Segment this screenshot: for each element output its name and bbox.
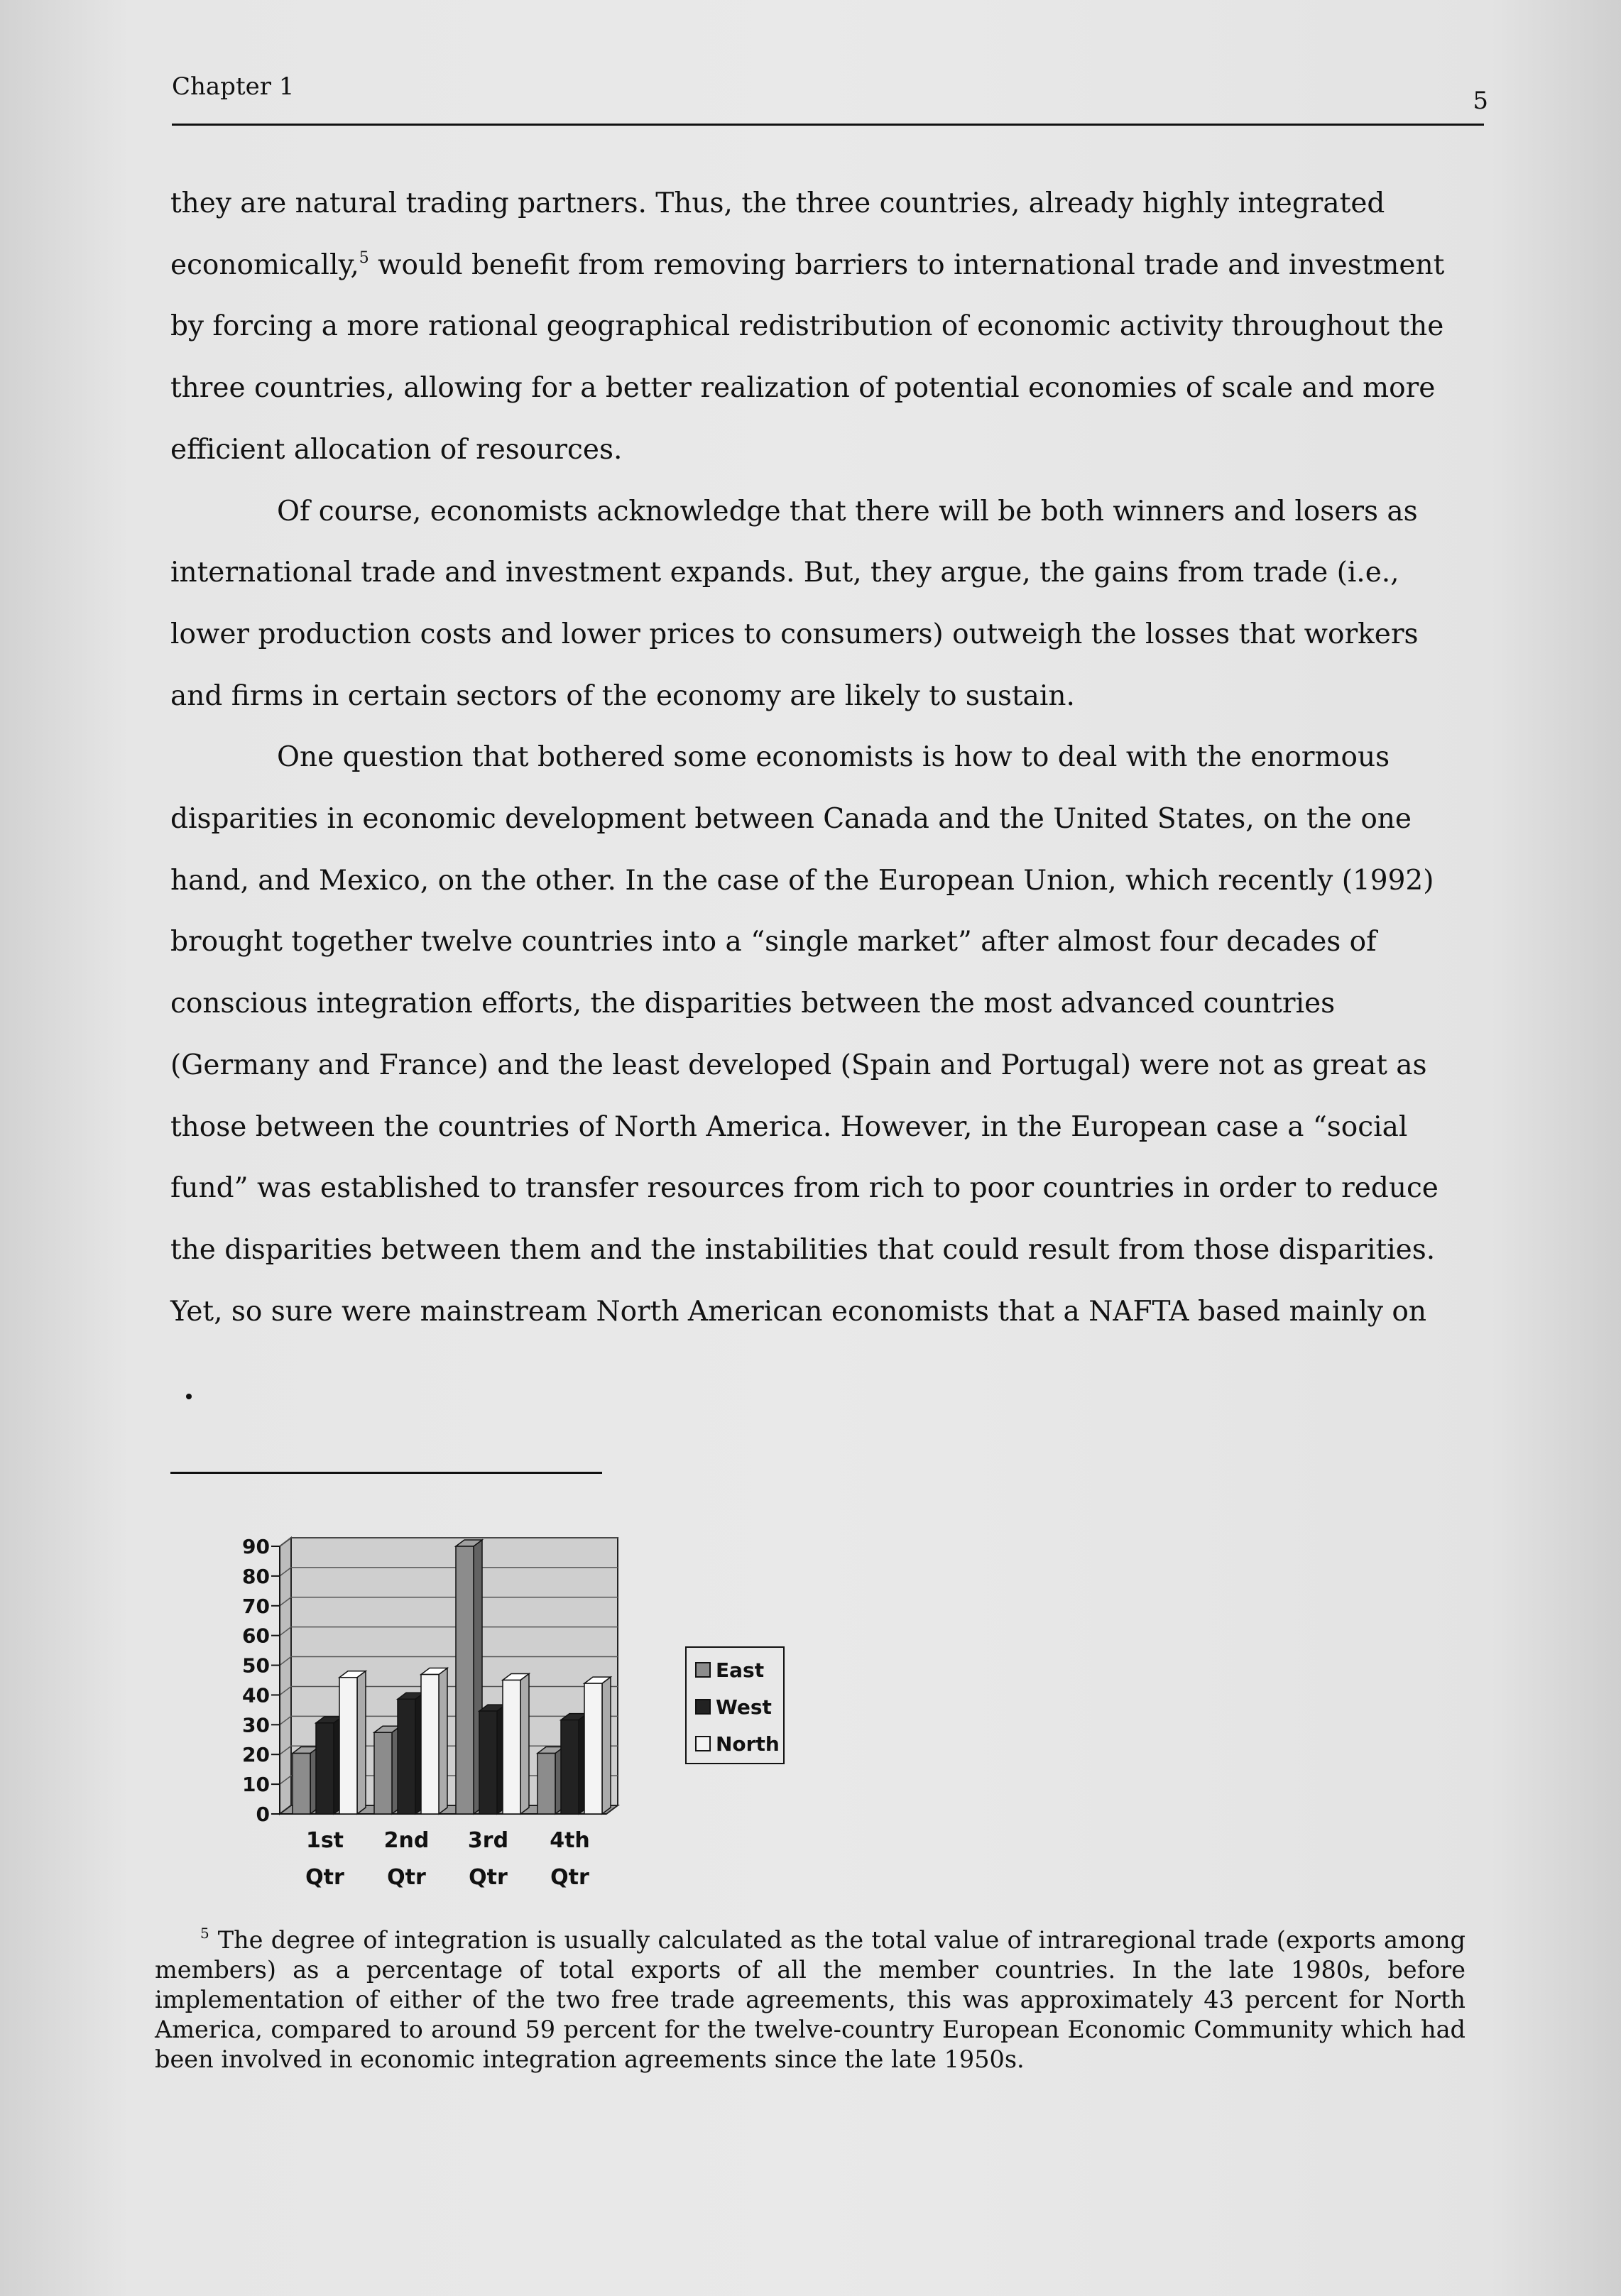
footnote-reference[interactable]: 5 xyxy=(359,248,369,267)
bar-north xyxy=(421,1675,439,1814)
paragraph-1-text-b: would benefit from removing barriers to international trade and investment by forcing a more rational geographical redistribution of economic activity throughout the three countries, allowing for a better realization of potential economies of scale and more efficient allocation of resources. xyxy=(170,248,1445,466)
running-header xyxy=(172,68,1488,126)
legend-swatch-north xyxy=(696,1737,710,1751)
x-tick-label: 4th xyxy=(550,1828,590,1853)
paragraph-2: Of course, economists acknowledge that there will be both winners and losers as international trade and investment expands. But, they argue, the gains from trade (i.e., lower production costs and lower prices to consumers) outweigh the losses that workers and firms in certain sectors of the economy are likely to sustain. xyxy=(170,495,1419,712)
y-tick-label: 30 xyxy=(242,1713,270,1737)
footnote-text: The degree of integration is usually calculated as the total value of intraregional trade (exports among members) as a percentage of total exports of all the member countries. In the late 1980s, before implementation of either of the two free trade agreements, this was approximately 43 percent for North America, compared to around 59 percent for the twelve-country European Economic Community which had been involved in economic integration agreements since the late 1950s. xyxy=(155,1926,1466,2073)
bar-east xyxy=(537,1754,555,1814)
x-tick-label-line2: Qtr xyxy=(550,1865,589,1890)
stray-dot xyxy=(186,1394,192,1399)
x-tick-label-line2: Qtr xyxy=(469,1865,508,1890)
bar-west xyxy=(561,1720,579,1814)
y-tick-label: 40 xyxy=(242,1683,270,1707)
bar-east xyxy=(293,1754,310,1814)
footnote-number: 5 xyxy=(200,1925,209,1942)
body-text xyxy=(170,173,1463,1343)
plot-side-wall xyxy=(280,1538,291,1814)
y-tick-label: 60 xyxy=(242,1624,270,1648)
bar-north xyxy=(339,1678,357,1814)
legend-label-east: East xyxy=(716,1658,765,1682)
x-tick-label: 1st xyxy=(305,1828,344,1853)
chapter-label: Chapter 1 xyxy=(172,72,295,101)
y-tick-label: 80 xyxy=(242,1564,270,1588)
footnote-rule xyxy=(170,1472,602,1474)
x-tick-label: 3rd xyxy=(467,1828,509,1853)
y-tick-label: 10 xyxy=(242,1773,270,1797)
bar-west xyxy=(398,1699,415,1814)
y-tick-label: 20 xyxy=(242,1743,270,1767)
bar-north xyxy=(584,1683,602,1814)
bar-north-side xyxy=(520,1674,529,1815)
page-number: 5 xyxy=(1473,87,1488,115)
y-tick-label: 50 xyxy=(242,1653,270,1678)
paragraph-1 xyxy=(170,173,1463,481)
bar-north-side xyxy=(439,1668,447,1814)
legend-swatch-west xyxy=(696,1700,710,1714)
bar-north-side xyxy=(357,1671,366,1814)
y-tick-label: 90 xyxy=(242,1535,270,1558)
x-tick-label-line2: Qtr xyxy=(305,1865,344,1890)
bar-east xyxy=(374,1732,392,1814)
bar-east xyxy=(456,1546,474,1814)
x-tick-label-line2: Qtr xyxy=(387,1865,426,1890)
bar-west xyxy=(479,1711,497,1814)
legend-swatch-east xyxy=(696,1663,710,1677)
x-tick-label: 2nd xyxy=(383,1828,430,1853)
legend-label-north: North xyxy=(716,1732,780,1756)
bar-north-side xyxy=(602,1677,611,1814)
legend-label-west: West xyxy=(716,1695,772,1719)
y-tick-label: 70 xyxy=(242,1594,270,1618)
bar-north xyxy=(503,1680,520,1815)
bar-west xyxy=(316,1723,334,1814)
footnote xyxy=(155,1925,1466,2074)
paragraph-3: One question that bothered some economists is how to deal with the enormous disparities in economic development between Canada and the United States, on the one hand, and Mexico, on the other. In the case of the European Union, which recently (1992) brought together twelve countries into a “single market” after almost four decades of conscious integration efforts, the disparities between the most advanced countries (Germany and France) and the least developed (Spain and Portugal) were not as great as those between the countries of North America. However, in the European case a “social fund” was established to transfer resources from rich to poor countries in order to reduce the disparities between them and the instabilities that could result from those disparities. Yet, so sure were mainstream North American economists that a NAFTA based mainly on xyxy=(170,741,1439,1328)
paragraph-1-text-a: they are natural trading partners. Thus, the three countries, already highly integrated economically, xyxy=(170,187,1385,281)
y-tick-label: 0 xyxy=(256,1803,270,1826)
